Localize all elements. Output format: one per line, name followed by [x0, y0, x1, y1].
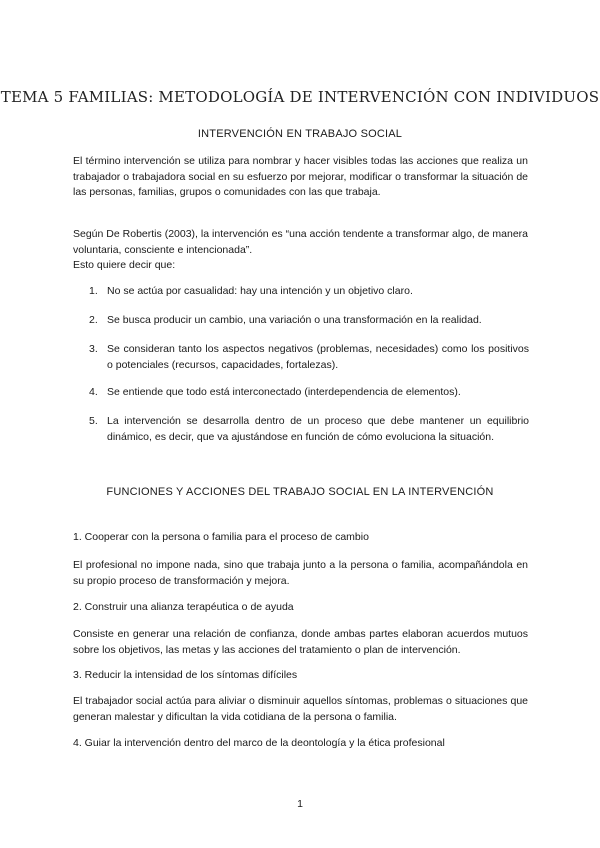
function-title: 3. Reducir la intensidad de los síntomas difíciles: [73, 669, 298, 681]
document-title: TEMA 5 FAMILIAS: METODOLOGÍA DE INTERVENCIÓN CON INDIVIDUOS: [0, 88, 600, 106]
list-item: [89, 385, 529, 401]
list-item: [89, 313, 529, 329]
intro-paragraph: El término intervención se utiliza para nombrar y hacer visibles todas las acciones que realiza un trabajador o trabajadora social en su esfuerzo por mejorar, modificar o transformar la situación de las personas, familias, grupos o comunidades con las que trabaja.: [73, 155, 528, 198]
list-item-text: No se actúa por casualidad: hay una intención y un objetivo claro.: [107, 285, 413, 297]
page-number: 1: [297, 798, 303, 810]
list-item-text: Se entiende que todo está interconectado (interdependencia de elementos).: [107, 386, 461, 398]
list-item: [89, 284, 529, 300]
function-text: Consiste en generar una relación de confianza, donde ambas partes elaboran acuerdos mutuos sobre los objetivos, las metas y las acciones del tratamiento o plan de intervención.: [73, 628, 528, 656]
list-number: 2.: [89, 314, 98, 326]
list-item-text: Se busca producir un cambio, una variación o una transformación en la realidad.: [107, 314, 482, 326]
list-item-text: Se consideran tanto los aspectos negativos (problemas, necesidades) como los positivos o potenciales (recursos, capacidades, fortalezas).: [107, 343, 529, 371]
section-heading-intervencion: INTERVENCIÓN EN TRABAJO SOCIAL: [197, 128, 403, 140]
function-title: 4. Guiar la intervención dentro del marco de la deontología y la ética profesional: [73, 737, 445, 749]
function-text: El trabajador social actúa para aliviar o disminuir aquellos síntomas, problemas o situaciones que generan malestar y dificultan la vida cotidiana de la persona o familia.: [73, 695, 528, 723]
quote-paragraph: Según De Robertis (2003), la intervención es “una acción tendente a transformar algo, de manera voluntaria, consciente e intencionada”.: [73, 228, 528, 256]
list-number: 5.: [89, 415, 98, 427]
list-item: [89, 414, 529, 445]
function-text: El profesional no impone nada, sino que trabaja junto a la persona o familia, acompañándola en su propio proceso de transformación y mejora.: [73, 559, 528, 587]
lead-text: Esto quiere decir que:: [73, 259, 176, 271]
list-number: 4.: [89, 386, 98, 398]
list-item-text: La intervención se desarrolla dentro de un proceso que debe mantener un equilibrio dinámico, es decir, que va ajustándose en función de cómo evoluciona la situación.: [107, 415, 529, 443]
section-heading-funciones: FUNCIONES Y ACCIONES DEL TRABAJO SOCIAL EN LA INTERVENCIÓN: [106, 486, 494, 498]
list-number: 3.: [89, 343, 98, 355]
function-title: 2. Construir una alianza terapéutica o de ayuda: [73, 601, 294, 613]
list-number: 1.: [89, 285, 98, 297]
list-item: [89, 342, 529, 373]
function-title: 1. Cooperar con la persona o familia para el proceso de cambio: [73, 531, 369, 543]
